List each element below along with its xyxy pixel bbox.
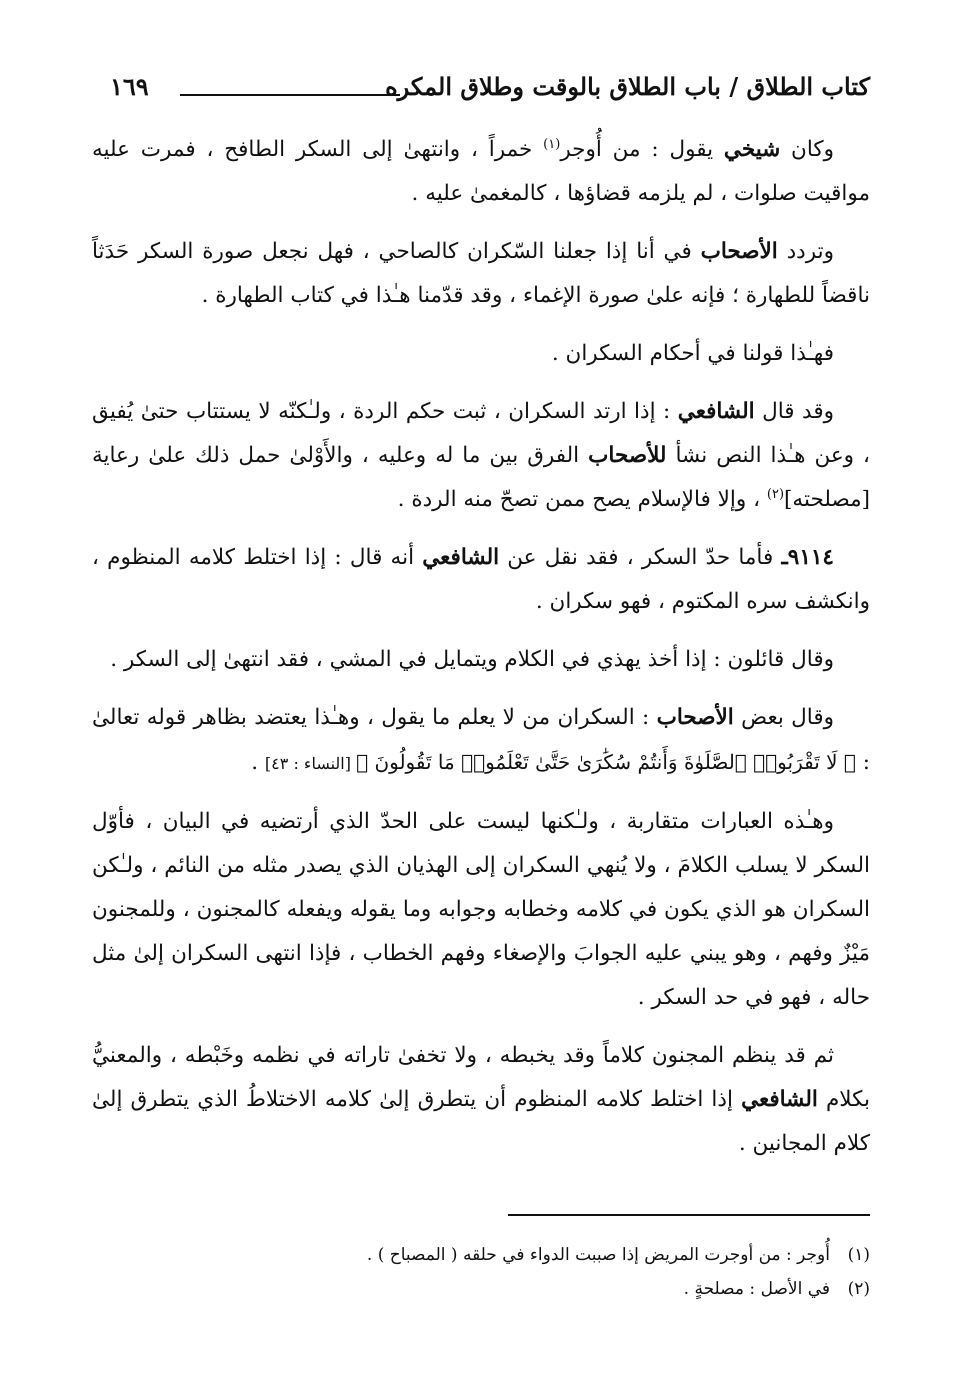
bold-term: للأصحاب: [588, 443, 667, 468]
paragraph: [92, 230, 870, 318]
verse-reference: [النساء : ٤٣]: [264, 754, 357, 773]
paragraph: [92, 638, 870, 682]
paragraph: [92, 696, 870, 786]
footnote-separator: [508, 1214, 870, 1216]
text-run: الفرق بين ما له وعليه ، والأَوْلىٰ حمل ذلك علىٰ رعاية [مصلحته]: [92, 443, 870, 512]
text-run: : السكران من لا يعلم ما يقول ، وهـٰذا يعتضد بظاهر قوله تعالىٰ :: [92, 705, 870, 775]
bold-term: الشافعي: [677, 399, 755, 424]
text-run: ثم قد ينظم المجنون كلاماً وقد يخبطه ، ولا تخفىٰ تاراته في نظمه وخَبْطه ، والمعنيُّ بكلام: [92, 1043, 870, 1112]
text-run: وقال بعض: [733, 705, 834, 730]
footnote-marker: (١): [543, 136, 561, 152]
text-run: في أنا إذا جعلنا السّكران كالصاحي ، فهل نجعل صورة السكر حَدَثاً ناقضاً للطهارة ؛ فإنه علىٰ صورة الإغماء ، وقد قدّمنا هـٰذا في كتاب الطهارة .: [92, 239, 870, 308]
footnote: [200, 1238, 870, 1272]
text-run: : إذا ارتد السكران ، ثبت حكم الردة ، ولـٰكنّه لا يستتاب حتىٰ يُفيق ، وعن هـٰذا النص نشأ: [92, 399, 870, 468]
text-run: إذا اختلط كلامه المنظوم أن يتطرق إلىٰ كلامه الاختلاطُ الذي يتطرق إلىٰ كلام المجانين .: [92, 1087, 870, 1156]
footnote: [200, 1272, 870, 1306]
text-run: فهـٰذا قولنا في أحكام السكران .: [551, 341, 834, 366]
text-run: يقول : من أُوجر: [560, 137, 724, 162]
paragraph: [92, 390, 870, 522]
text-run: ، وإلا فالإسلام يصح ممن تصحّ منه الردة .: [397, 487, 767, 512]
header-title: كتاب الطلاق / باب الطلاق بالوقت وطلاق المكره: [385, 72, 870, 101]
paragraph: [92, 1034, 870, 1166]
bold-term: الشافعي: [422, 545, 500, 570]
text-run: وقال قائلون : إذا أخذ يهذي في الكلام ويتمايل في المشي ، فقد انتهىٰ إلى السكر .: [110, 647, 834, 672]
quran-verse: ﴿ لَا تَقْرَبُوا۟ ٱلصَّلَوٰةَ وَأَنتُمْ سُكَٰرَىٰ حَتَّىٰ تَعْلَمُوا۟ مَا تَقُولُونَ ﴾: [356, 750, 856, 774]
footnote-number: (٢): [847, 1279, 870, 1299]
bold-term: الأصحاب: [700, 239, 778, 264]
text-run: أنه قال : إذا اختلط كلامه المنظوم ، وانكشف سره المكتوم ، فهو سكران .: [92, 545, 870, 614]
footnote-number: (١): [847, 1245, 870, 1265]
text-run: .: [251, 750, 265, 775]
header-rule: [180, 94, 400, 96]
paragraph: [92, 128, 870, 216]
main-text: [92, 128, 870, 1180]
bold-term: الأصحاب: [656, 705, 734, 730]
text-run: وقد قال: [754, 399, 834, 424]
footnote-marker: (٢): [766, 486, 785, 502]
footnote-text: في الأصل : مصلحةٍ .: [683, 1279, 830, 1299]
paragraph: [92, 332, 870, 376]
text-run: وكان: [780, 137, 835, 162]
page-number: ١٦٩: [110, 72, 149, 101]
footnote-text: أُوجر : من أوجرت المريض إذا صببت الدواء في حلقه ( المصباح ) .: [366, 1245, 830, 1265]
text-run: خمراً ، وانتهىٰ إلى السكر الطافح ، فمرت عليه مواقيت صلوات ، لم يلزمه قضاؤها ، كالمغمىٰ عليه .: [92, 137, 870, 206]
issue-number: ٩١١٤ـ: [781, 545, 834, 570]
text-run: وهـٰذه العبارات متقاربة ، ولـٰكنها ليست على الحدّ الذي أرتضيه في البيان ، فأوّل السكر لا يسلب الكلامَ ، ولا يُنهي السكران إلى الهذيان الذي يصدر مثله من النائم ، ولـٰكن السكران هو الذي يكون في كلامه وخطابه وجوابه وما يقوله ويفعله كالمجنون ، وللمجنون مَيْزٌ وفهم ، وهو يبني عليه الجوابَ والإصغاء وفهم الخطاب ، فإذا انتهى السكران إلىٰ مثل حاله ، فهو في حد السكر .: [92, 809, 870, 1010]
running-header: [110, 72, 870, 116]
paragraph: [92, 536, 870, 624]
paragraph: [92, 800, 870, 1020]
bold-term: الشافعي: [741, 1087, 818, 1112]
text-run: وتردد: [777, 239, 834, 264]
bold-term: شيخي: [723, 137, 781, 162]
footnotes: [200, 1238, 870, 1306]
text-run: فأما حدّ السكر ، فقد نقل عن: [499, 545, 782, 570]
